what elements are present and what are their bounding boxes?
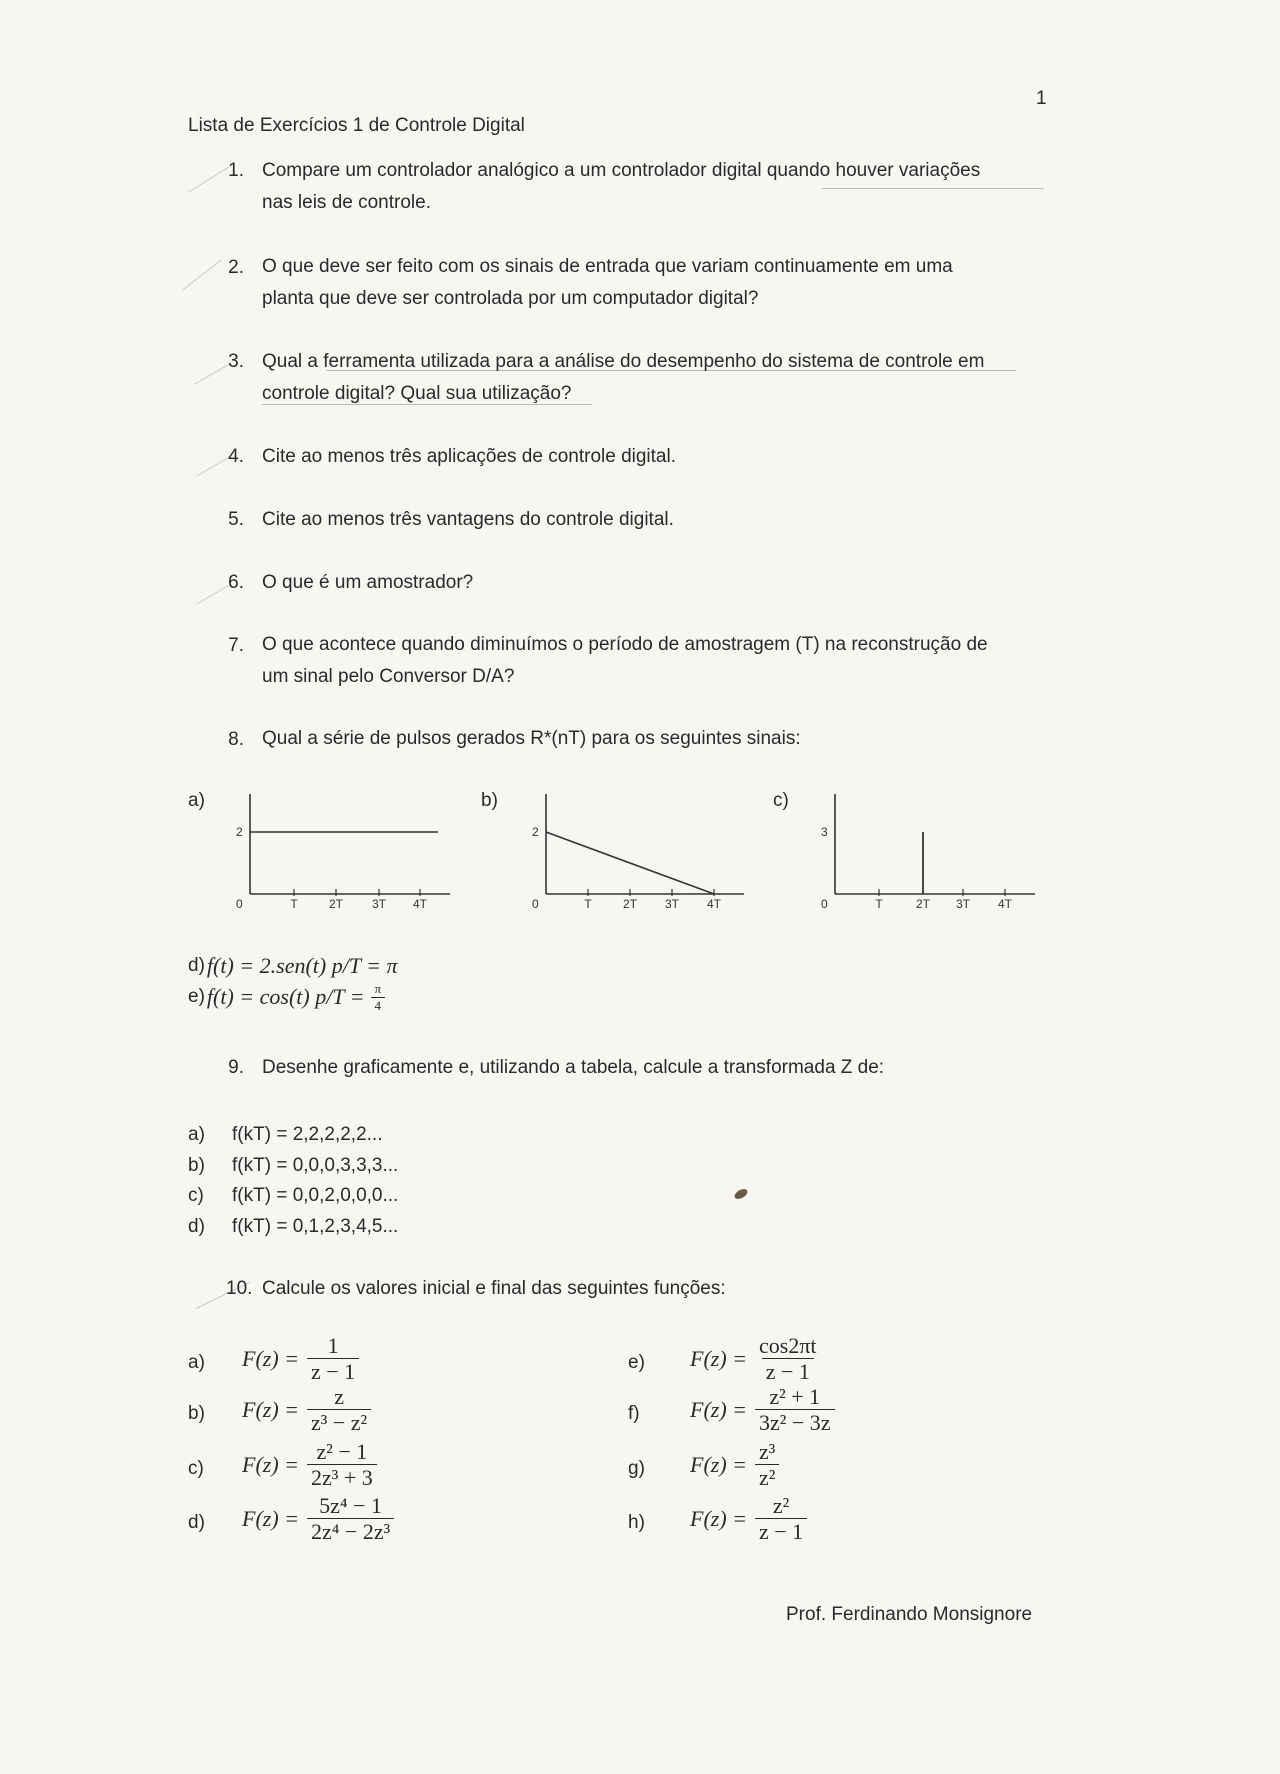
function-d: [242, 1494, 394, 1543]
question-line: controle digital? Qual sua utilização?: [262, 383, 572, 404]
origin-label: 0: [532, 897, 539, 911]
signal-line: [546, 832, 714, 894]
question-number: 8.: [228, 729, 244, 750]
x-tick-label: 2T: [328, 897, 344, 911]
question-number: 10.: [226, 1278, 253, 1299]
origin-label: 0: [821, 897, 828, 911]
signal-d: [188, 953, 398, 979]
fraction: [755, 1334, 821, 1383]
x-tick-label: 4T: [997, 897, 1013, 911]
question-text: Desenhe graficamente e, utilizando a tabela, calcule a transformada Z de:: [262, 1057, 885, 1078]
item-letter: d): [188, 1215, 205, 1237]
question-number: 5.: [228, 509, 244, 530]
signal-graph-c: [813, 786, 1043, 916]
question-number: 6.: [228, 572, 244, 593]
fraction-denominator: 4: [371, 997, 386, 1013]
fraction: [307, 1385, 371, 1434]
y-tick-label: 3: [821, 825, 828, 839]
question-text: Cite ao menos três vantagens do controle digital.: [262, 509, 674, 530]
page-number: 1: [1036, 88, 1047, 109]
y-tick-label: 2: [236, 825, 243, 839]
question-line: Compare um controlador analógico a um controlador digital quando houver variações: [262, 160, 981, 181]
function-lhs: F(z) =: [242, 1396, 299, 1422]
item-letter: c): [188, 1185, 204, 1206]
fraction: [307, 1494, 394, 1543]
function-f: [690, 1385, 835, 1434]
fraction-denominator: 2z³ + 3: [307, 1464, 377, 1489]
item-text: f(kT) = 2,2,2,2,2...: [232, 1124, 383, 1145]
fraction-denominator: z − 1: [755, 1518, 807, 1543]
question-text: [262, 251, 1052, 315]
fraction: [307, 1440, 377, 1489]
question-text: [262, 155, 1052, 219]
x-tick-label: T: [875, 897, 883, 911]
question-line: O que deve ser feito com os sinais de entrada que variam continuamente em uma: [262, 256, 953, 277]
graph-letter: a): [188, 790, 205, 811]
question-text: [262, 346, 1062, 410]
x-tick-label: 2T: [915, 897, 931, 911]
question-number: 7.: [228, 635, 244, 656]
x-tick-label: 3T: [371, 897, 387, 911]
function-letter: e): [628, 1352, 645, 1373]
q9-item: [188, 1181, 398, 1212]
page-title: Lista de Exercícios 1 de Controle Digital: [188, 115, 525, 136]
question-text: [262, 629, 1062, 693]
fraction-denominator: 3z² − 3z: [755, 1409, 835, 1434]
function-lhs: F(z) =: [690, 1396, 747, 1422]
x-tick-label: 3T: [664, 897, 680, 911]
fraction-numerator: cos2πt: [759, 1333, 817, 1358]
function-letter: g): [628, 1458, 645, 1479]
function-b: [242, 1385, 371, 1434]
fraction-denominator: 2z⁴ − 2z³: [307, 1518, 394, 1543]
question-number: 4.: [228, 446, 244, 467]
function-lhs: F(z) =: [690, 1505, 747, 1531]
x-tick-label: 3T: [955, 897, 971, 911]
question-line: nas leis de controle.: [262, 192, 431, 213]
fraction-denominator: z − 1: [762, 1358, 814, 1383]
question-number: 2.: [228, 257, 244, 278]
question-line: planta que deve ser controlada por um computador digital?: [262, 288, 759, 309]
x-tick-label: T: [290, 897, 298, 911]
fraction: [755, 1385, 835, 1434]
fraction-numerator: z³: [759, 1439, 776, 1464]
item-letter: b): [188, 1154, 205, 1176]
function-g: [690, 1440, 779, 1489]
function-letter: d): [188, 1512, 205, 1533]
origin-label: 0: [236, 897, 243, 911]
question-text: Qual a série de pulsos gerados R*(nT) para os seguintes sinais:: [262, 728, 801, 749]
function-e: [690, 1334, 821, 1383]
question-line: Qual a ferramenta utilizada para a análise do desempenho do sistema de controle em: [262, 351, 985, 372]
question-line: O que acontece quando diminuímos o período de amostragem (T) na reconstrução de: [262, 634, 988, 655]
function-a: [242, 1334, 359, 1383]
signal-graph-b: [524, 786, 754, 916]
x-tick-label: T: [584, 897, 592, 911]
ink-smudge: [733, 1187, 749, 1201]
function-letter: c): [188, 1458, 204, 1479]
q9-item-list: [188, 1120, 398, 1242]
item-text: f(kT) = 0,0,0,3,3,3...: [232, 1154, 399, 1176]
question-text: O que é um amostrador?: [262, 572, 474, 593]
fraction-numerator: 1: [327, 1333, 339, 1358]
fraction: [371, 982, 386, 1012]
question-number: 3.: [228, 351, 244, 372]
fraction-numerator: z² + 1: [769, 1384, 821, 1409]
function-lhs: F(z) =: [690, 1345, 747, 1371]
q9-item: [188, 1212, 398, 1243]
function-lhs: F(z) =: [242, 1505, 299, 1531]
signal-graph-a: [228, 786, 458, 916]
signal-letter: d): [188, 955, 205, 976]
fraction-numerator: π: [374, 981, 382, 996]
question-text: Calcule os valores inicial e final das seguintes funções:: [262, 1278, 726, 1299]
function-letter: b): [188, 1403, 205, 1424]
item-text: f(kT) = 0,0,2,0,0,0...: [232, 1185, 399, 1206]
function-letter: f): [628, 1403, 640, 1424]
fraction: [755, 1440, 779, 1489]
graph-letter: b): [481, 790, 498, 811]
graph-letter: c): [773, 790, 789, 811]
y-tick-label: 2: [532, 825, 539, 839]
fraction-numerator: z²: [772, 1493, 790, 1518]
question-number: 1.: [228, 160, 244, 181]
signal-expression: f(t) = 2.sen(t) p/T = π: [206, 953, 398, 978]
author-footer: Prof. Ferdinando Monsignore: [786, 1604, 1033, 1625]
q9-item: [188, 1151, 398, 1182]
function-lhs: F(z) =: [242, 1451, 299, 1477]
fraction-denominator: z³ − z²: [307, 1409, 371, 1434]
signal-expression: f(t) = cos(t) p/T =: [206, 984, 365, 1010]
function-h: [690, 1494, 807, 1543]
question-line: um sinal pelo Conversor D/A?: [262, 666, 515, 687]
q9-item: [188, 1120, 398, 1151]
function-letter: a): [188, 1352, 205, 1373]
question-text: Cite ao menos três aplicações de controle digital.: [262, 446, 677, 467]
fraction: [755, 1494, 807, 1543]
item-text: f(kT) = 0,1,2,3,4,5...: [232, 1215, 399, 1237]
fraction-denominator: z²: [755, 1464, 779, 1489]
fraction-numerator: 5z⁴ − 1: [319, 1493, 383, 1518]
fraction: [307, 1334, 359, 1383]
fraction-numerator: z: [334, 1384, 344, 1409]
function-lhs: F(z) =: [690, 1451, 747, 1477]
x-tick-label: 4T: [706, 897, 722, 911]
function-lhs: F(z) =: [242, 1345, 299, 1371]
question-number: 9.: [228, 1057, 244, 1078]
fraction-numerator: z² − 1: [316, 1439, 368, 1464]
item-letter: a): [188, 1124, 205, 1145]
fraction-denominator: z − 1: [307, 1358, 359, 1383]
signal-e: [188, 982, 385, 1012]
x-tick-label: 4T: [412, 897, 428, 911]
function-letter: h): [628, 1512, 645, 1533]
signal-letter: e): [188, 986, 205, 1008]
function-c: [242, 1440, 377, 1489]
x-tick-label: 2T: [622, 897, 638, 911]
